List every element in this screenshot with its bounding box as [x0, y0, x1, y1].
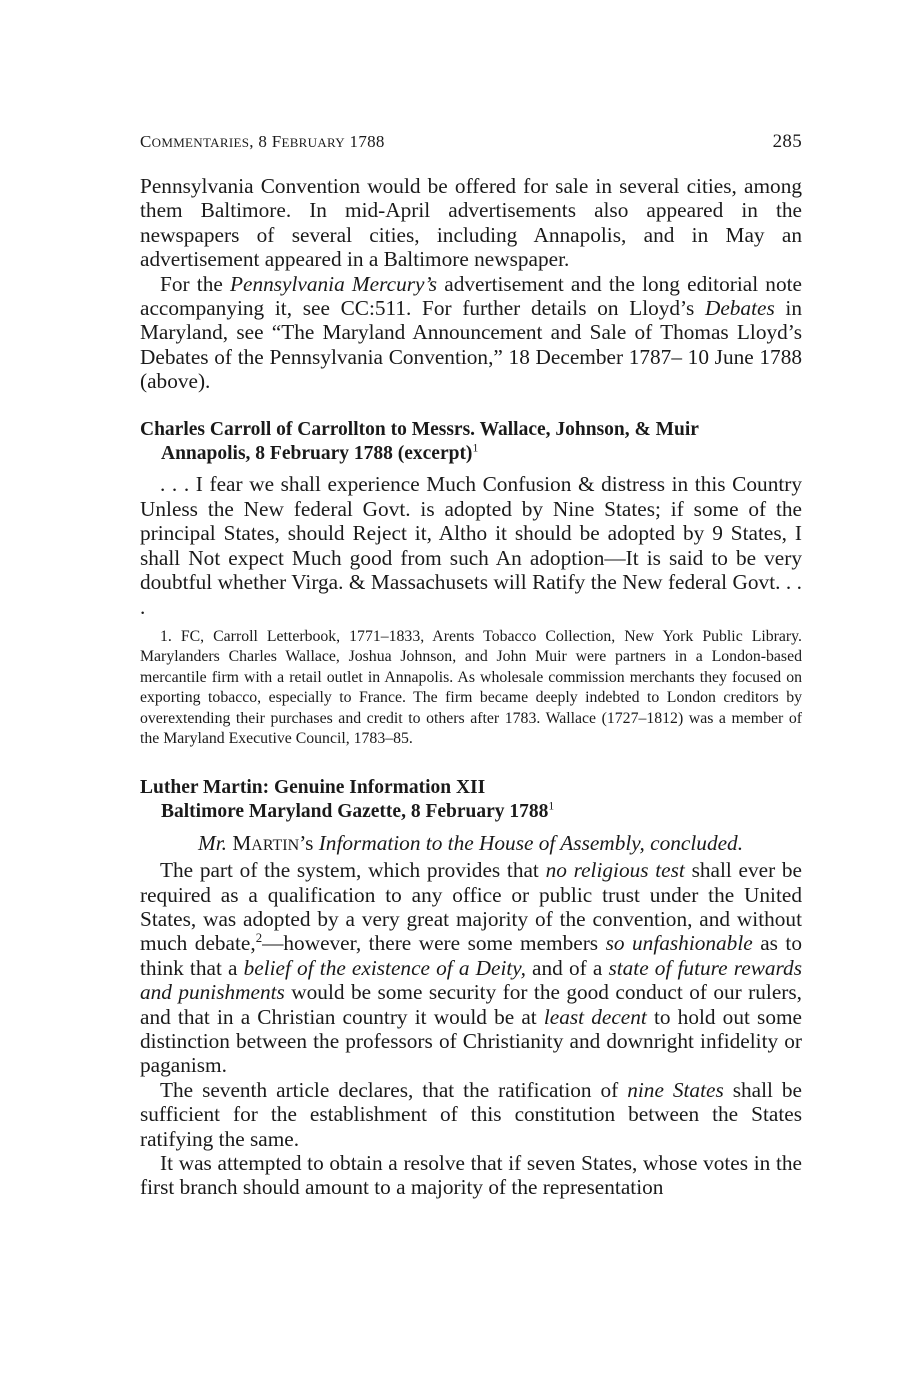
running-head-title: COMMENTARIES, 8 FEBRUARY 1788: [140, 132, 385, 151]
martin-paragraph-seven-states: It was attempted to obtain a resolve that if seven States, whose votes in the first branch should amount to a majority of the representation: [140, 1151, 802, 1200]
page-content: [140, 120, 802, 1200]
footnote-marker: 1: [472, 441, 479, 455]
martin-paragraph-seventh-article: The seventh article declares, that the ratification of nine States shall be sufficient for the establishment of this constitution between the States ratifying the same.: [140, 1077, 802, 1151]
page-number: 285: [772, 131, 802, 152]
footnote-carroll: 1. FC, Carroll Letterbook, 1771–1833, Arents Tobacco Collection, New York Public Library. Marylanders Charles Wallace, Joshua Johnson, and John Muir were partners in a London-based mercantile firm with a retail outlet in Annapolis. As wholesale commission merchants they focused on exporting tobacco, especially to France. The firm became deeply indebted to London creditors by overextending their purchases and credit to others after 1783. Wallace (1727–1812) was a member of the Maryland Executive Council, 1783–85.: [140, 627, 802, 748]
document-heading-martin: Luther Martin: Genuine Information XII Baltimore Maryland Gazette, 8 February 1788$^1$: [140, 776, 555, 823]
martin-subheading: Mr. MARTIN’s Information to the House of Assembly, concluded.: [198, 830, 744, 855]
running-head: [140, 130, 802, 155]
document-heading-carroll: Charles Carroll of Carrollton to Messrs. Wallace, Johnson, & Muir Annapolis, 8 February 1788 (excerpt)$^1$: [140, 418, 699, 465]
footnote-marker: 1: [548, 799, 555, 813]
carroll-letter-excerpt: . . . I fear we shall experience Much Confusion & distress in this Country Unless the New federal Govt. is adopted by Nine States; if some of the principal States, should Reject it, Altho it should be adopted by 9 States, I shall Not expect Much good from such An adoption—It is said to be very doubtful whether Virga. & Massachusets will Ratify the New federal Govt. . . .: [140, 472, 802, 619]
martin-paragraph-religious-test: The part of the system, which provides that no religious test shall ever be required as a qualification to any office or public trust under the United States, was adopted by a very great majority of the convention, and without much debate,$^2$—however, there were some members so unfashionable as to think that a belief of the existence of a Deity, and of a state of future rewards and punishments would be some security for the good conduct of our rulers, and that in a Christian country it would be at least decent to hold out some distinction between the professors of Christianity and downright infidelity or paganism.: [140, 858, 802, 1078]
continued-paragraph: Pennsylvania Convention would be offered for sale in several cities, among them Baltimore. In mid-April advertisements also appeared in the newspapers of several cities, including Annapolis, and in May an advertisement appeared in a Baltimore newspaper.: [140, 174, 802, 272]
cross-reference-paragraph: For the Pennsylvania Mercury’s advertisement and the long editorial note accompanying it, see CC:511. For further details on Lloyd’s Debates in Maryland, see “The Maryland Announcement and Sale of Thomas Lloyd’s Debates of the Pennsylvania Convention,” 18 December 1787– 10 June 1788 (above).: [140, 271, 802, 394]
